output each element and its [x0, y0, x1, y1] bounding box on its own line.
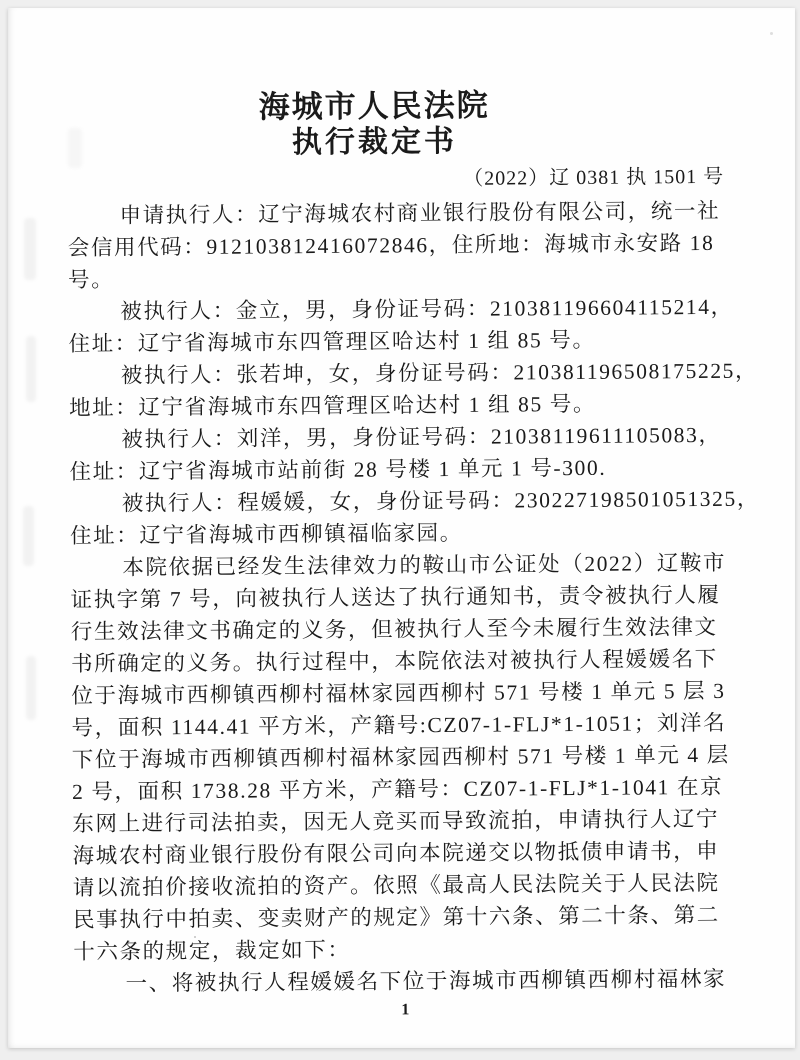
court-name: 海城市人民法院	[258, 87, 490, 125]
document-line: 一、将被执行人程媛媛名下位于海城市西柳镇西柳村福林家	[125, 966, 727, 996]
document-line: 证执字第 7 号，向被执行人送达了执行通知书，责令被执行人履	[70, 582, 721, 612]
document-line: 被执行人：程媛媛，女，身份证号码：230227198501051325，	[121, 486, 760, 516]
page-number: 1	[401, 1001, 410, 1019]
document-line: 民事执行中拍卖、变卖财产的规定》第十六条、第二十条、第二	[72, 902, 720, 932]
document-line: 被执行人：刘洋，男，身份证号码：21038119611105083，	[121, 422, 722, 452]
document-line: 海城农村商业银行股份有限公司向本院递交以物抵债申请书，申	[72, 838, 720, 868]
document-header	[8, 85, 744, 163]
document-line: 会信用代码：912103812416072846，住所地：海城市永安路 18	[67, 230, 715, 260]
document-line: 2 号，面积 1738.28 平方米，产籍号：CZ07-1-FLJ*1-1041 在京	[71, 774, 724, 804]
document-line: 十六条的规定，裁定如下：	[73, 937, 351, 964]
document-line: 住址：辽宁省海城市西柳镇福临家园。	[69, 520, 463, 548]
document-line: 位于海城市西柳镇西柳村福林家园西柳村 571 号楼 1 单元 5 层 3	[71, 678, 726, 708]
scanned-sheet	[8, 8, 795, 1048]
document-line: 地址：辽宁省海城市东四管理区哈达村 1 组 85 号。	[68, 391, 597, 420]
document-line: 请以流拍价接收流拍的资产。依照《最高人民法院关于人民法院	[72, 870, 720, 900]
document-page	[8, 8, 795, 1048]
document-line: 行生效法律文书确定的义务，但被执行人至今未履行生效法律文	[70, 614, 718, 644]
case-number: （2022）辽 0381 执 1501 号	[463, 165, 725, 190]
document-line: 号，面积 1144.41 平方米，产籍号:CZ07-1-FLJ*1-1051；刘洋名	[71, 710, 727, 740]
document-line: 书所确定的义务。执行过程中，本院依法对被执行人程媛媛名下	[70, 646, 718, 676]
document-line: 号。	[67, 267, 115, 292]
document-line: 住址：辽宁省海城市站前街 28 号楼 1 单元 1 号-300.	[69, 455, 607, 484]
document-line: 被执行人：张若坤，女，身份证号码：210381196508175225，	[120, 358, 759, 388]
document-line: 本院依据已经发生法律效力的鞍山市公证处（2022）辽鞍市	[122, 550, 727, 580]
document-line: 下位于海城市西柳镇西柳村福林家园西柳村 571 号楼 1 单元 4 层	[71, 742, 730, 772]
document-line: 申请执行人：辽宁海城农村商业银行股份有限公司，统一社	[119, 198, 721, 228]
document-title: 执行裁定书	[291, 124, 458, 160]
document-line: 被执行人：金立，男，身份证号码：210381196604115214，	[120, 294, 734, 324]
document-line: 住址：辽宁省海城市东四管理区哈达村 1 组 85 号。	[68, 327, 596, 356]
document-body	[67, 195, 760, 1000]
document-line: 东网上进行司法拍卖，因无人竞买而导致流拍，申请执行人辽宁	[72, 806, 720, 836]
